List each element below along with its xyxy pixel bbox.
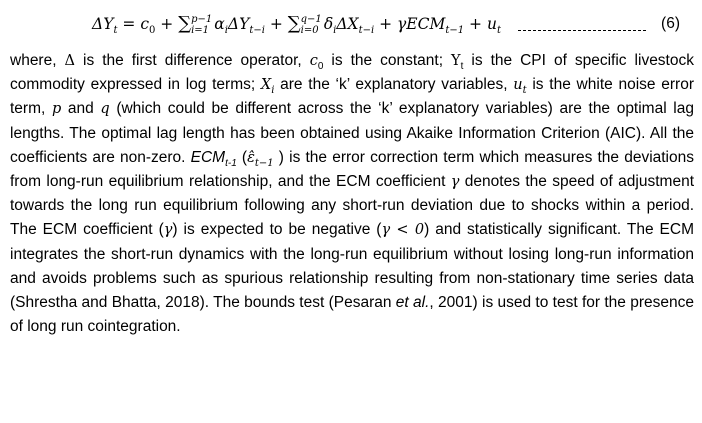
eq-constant: c — [140, 15, 149, 33]
body-paragraph — [10, 49, 694, 339]
equation-number: (6) — [661, 15, 680, 32]
p-symbol: p — [51, 101, 62, 118]
sum1-upper: p−1 — [191, 14, 213, 25]
eq-error-sub: t — [496, 25, 501, 37]
text-run: denotes the speed of adjustment towards the long run equilibrium following any short-run deviation due to shocks within a period. The ECM coefficient ( — [10, 173, 694, 239]
text-run: is the first difference operator, — [75, 52, 310, 69]
constant-sub: 0 — [317, 61, 324, 73]
x-sub: i — [271, 85, 275, 97]
text-run: are the ‘k’ explanatory variables, — [274, 76, 514, 94]
eq-dy-sub: t−i — [249, 25, 265, 37]
text-run: (which could be different across the ‘k’ explanatory variables) are the optimal lag lengths. The optimal lag length has been obtained using Akaike Information Criterion (AIC). All the coefficients are non-zero. — [10, 100, 694, 166]
epsilon-hat-symbol: ε̂ — [247, 149, 255, 166]
q-symbol: q — [100, 101, 110, 118]
eq-dx-sub: t−i — [358, 25, 375, 37]
eq-equals: = — [117, 15, 141, 33]
text-run: ( — [236, 148, 248, 166]
eq-dx: ΔX — [336, 15, 359, 33]
eq-ecm-term: + γECM — [374, 15, 446, 33]
gamma-symbol: γ — [450, 174, 460, 191]
eq-alpha: α — [214, 15, 225, 33]
text-run: where, — [10, 52, 65, 69]
u-symbol: u — [513, 77, 523, 94]
equation-body — [92, 6, 501, 42]
x-symbol: X — [260, 77, 272, 94]
ecm-term: ECM — [190, 148, 226, 166]
eq-error-term: + u — [464, 15, 497, 33]
ecm-sub: t-1 — [225, 157, 237, 169]
y-sub: t — [460, 61, 464, 73]
eq-alpha-sub: i — [224, 25, 228, 37]
equation-6 — [92, 6, 690, 42]
eq-lhs: ΔY — [92, 15, 114, 33]
text-run: and — [61, 100, 101, 118]
eq-delta-sub: i — [333, 25, 337, 37]
summation-2-limits — [301, 14, 322, 36]
eq-delta: δ — [323, 15, 334, 33]
eq-constant-sub: 0 — [149, 25, 156, 37]
delta-symbol: Δ — [64, 53, 76, 69]
epsilon-sub: t−1 — [254, 157, 274, 169]
text-run: is the constant; — [323, 52, 452, 69]
text-run: ) is expected to be negative ( — [172, 221, 382, 239]
text-run: is the white noise error term, — [10, 76, 694, 118]
gamma-inequality: γ < 0 — [381, 222, 425, 239]
equation-leader-dashes — [518, 30, 646, 31]
text-run: , 2001) is used to test for the presence of long run cointegration. — [10, 294, 694, 336]
text-run: is the CPI of specific livestock commodity expressed in log terms; — [10, 52, 694, 94]
sum1-lower: i=1 — [191, 25, 210, 36]
sum2-upper: q−1 — [300, 14, 322, 25]
y-symbol: Y — [451, 53, 461, 69]
eq-plus: + — [264, 15, 288, 33]
sum2-lower: i=0 — [300, 25, 319, 36]
eq-dy: ΔY — [227, 15, 250, 33]
text-run: ) is the error correction term which measures the deviations from long-run equilibrium relationship, and the ECM coefficient — [10, 148, 694, 191]
eq-plus: + — [155, 15, 179, 33]
summation-1-limits — [191, 14, 212, 36]
eq-lhs-sub: t — [113, 25, 118, 37]
constant-symbol: c — [309, 53, 318, 69]
eq-ecm-sub: t−1 — [445, 25, 465, 37]
u-sub: t — [522, 85, 527, 97]
gamma-symbol: γ — [163, 222, 173, 239]
summation-1: ∑ — [178, 13, 192, 34]
et-al: et al. — [395, 294, 430, 312]
summation-2: ∑ — [287, 13, 301, 34]
text-run: ) and statistically significant. The ECM integrates the short-run dynamics with the long-run equilibrium without losing long-run information and avoids problems such as spurious relationship resulting from non-stationary time series data (Shrestha and Bhatta, 2018). The bounds test (Pesaran — [10, 221, 694, 312]
